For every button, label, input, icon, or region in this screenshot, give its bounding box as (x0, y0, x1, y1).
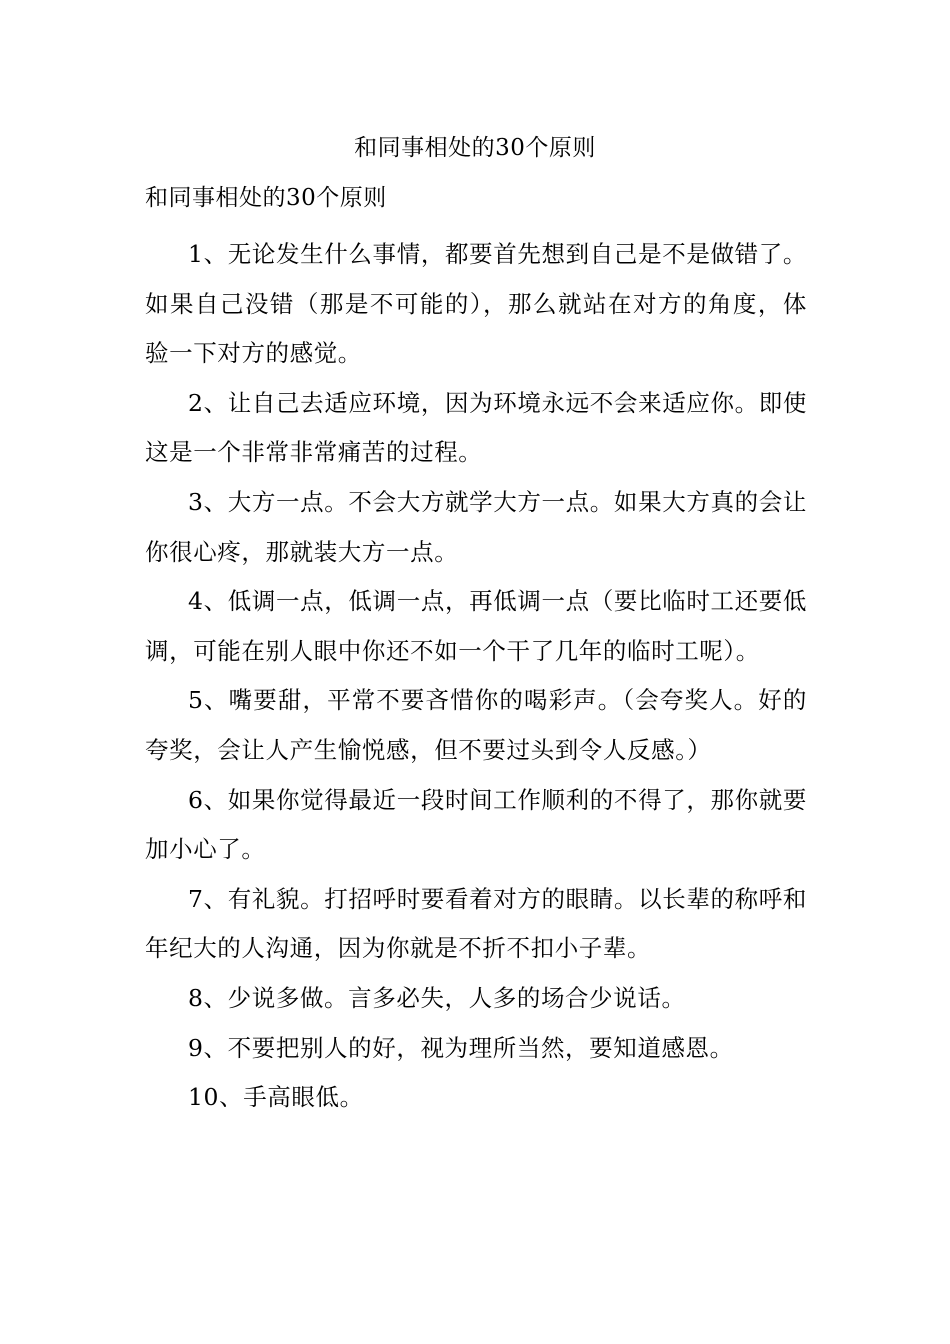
principle-8: 8、少说多做。言多必失，人多的场合少说话。 (188, 983, 686, 1012)
principle-9: 9、不要把别人的好，视为理所当然，要知道感恩。 (188, 1033, 734, 1062)
principle-4: 4、低调一点，低调一点，再低调一点（要比临时工还要低调，可能在别人眼中你还不如一个干了几年的临时工呢）。 (145, 587, 807, 665)
principle-7: 7、有礼貌。打招呼时要看着对方的眼睛。以长辈的称呼和年纪大的人沟通，因为你就是不折不扣小子辈。 (145, 884, 807, 963)
principle-2: 2、让自己去适应环境，因为环境永远不会来适应你。即使这是一个非常非常痛苦的过程。 (145, 388, 807, 467)
principle-6: 6、如果你觉得最近一段时间工作顺利的不得了，那你就要加小心了。 (145, 785, 807, 864)
principle-5: 5、嘴要甜，平常不要吝惜你的喝彩声。（会夸奖人。好的夸奖，会让人产生愉悦感，但不要过头到令人反感。） (145, 686, 807, 764)
principle-10: 10、手高眼低。 (188, 1083, 364, 1112)
principle-3: 3、大方一点。不会大方就学大方一点。如果大方真的会让你很心疼，那就装大方一点。 (145, 487, 807, 566)
principles-list (145, 230, 807, 1123)
document-subtitle: 和同事相处的30个原则 (145, 185, 387, 211)
page-title: 和同事相处的30个原则 (354, 135, 596, 161)
principle-1: 1、无论发生什么事情，都要首先想到自己是不是做错了。如果自己没错（那是不可能的），那么就站在对方的角度，体验一下对方的感觉。 (145, 240, 807, 368)
